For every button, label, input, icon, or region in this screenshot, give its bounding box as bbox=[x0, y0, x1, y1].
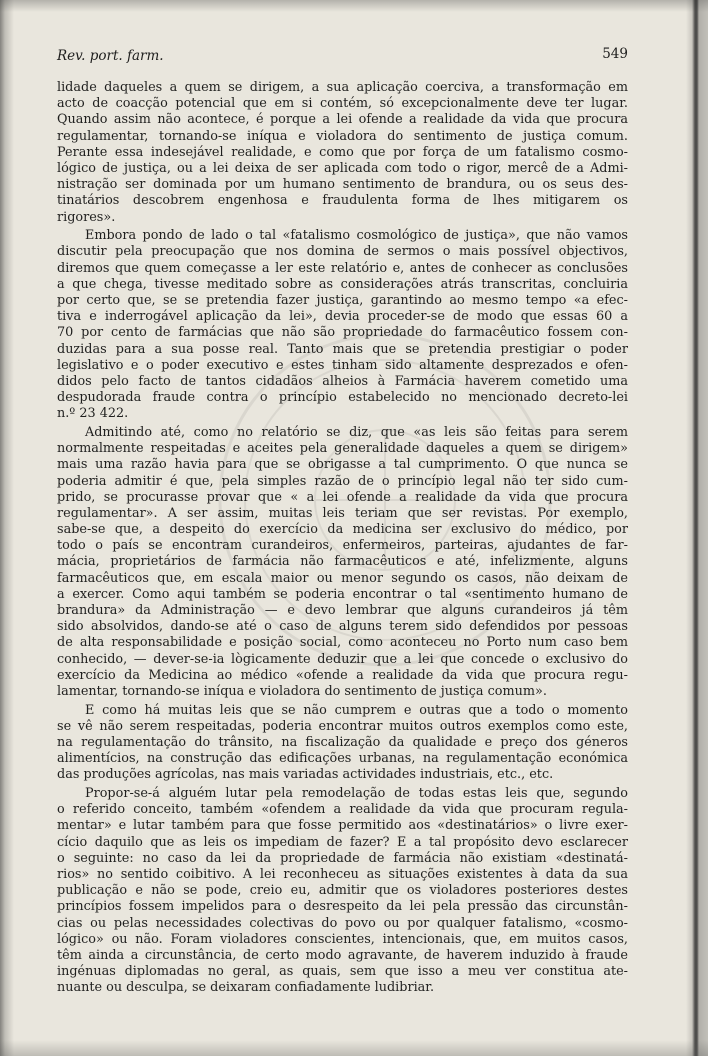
text-line: 70 por cento de farmácias que não são propriedade do farmacêutico fossem con- bbox=[57, 325, 628, 341]
scan-edge-shadow-top bbox=[0, 0, 708, 12]
text-line: princípios fossem impelidos para o desrespeito da lei pela pressão das circunstân- bbox=[57, 899, 628, 915]
text-line: rigores». bbox=[57, 209, 116, 225]
text-line: cias ou pelas necessidades colectivas do povo ou por qualquer fatalismo, «cosmo- bbox=[57, 915, 628, 931]
scan-edge-shadow-left bbox=[0, 0, 14, 1056]
text-line: diremos que quem começasse a ler este relatório e, antes de conhecer as conclusões bbox=[57, 260, 628, 276]
text-line: Propor-se-á alguém lutar pela remodelação de todas estas leis que, segundo bbox=[85, 786, 628, 802]
text-line: cício daquilo que as leis os impediam de fazer? E a tal propósito devo esclarecer bbox=[57, 834, 628, 850]
scan-edge-binding-right bbox=[686, 0, 708, 1056]
text-line: Embora pondo de lado o tal «fatalismo cosmológico de justiça», que não vamos bbox=[85, 228, 628, 244]
text-line: acto de coacção potencial que em si contém, só excepcionalmente deve ter lugar. bbox=[57, 96, 628, 112]
text-line: discutir pela preocupação que nos domina de sermos o mais possível objectivos, bbox=[57, 244, 628, 260]
text-line: o referido conceito, também «ofendem a realidade da vida que procuram regula- bbox=[57, 802, 628, 818]
text-line: tiva e inderrogável aplicação da lei», devia proceder-se de modo que essas 60 a bbox=[57, 309, 628, 325]
text-line: a exercer. Como aqui também se poderia encontrar o tal «sentimento humano de bbox=[57, 586, 628, 602]
text-line: Admitindo até, como no relatório se diz, que «as leis são feitas para serem bbox=[85, 424, 628, 440]
text-line: conhecido, — dever-se-ia lògicamente deduzir que a lei que concede o exclusivo do bbox=[57, 651, 628, 667]
text-line: nuante ou desculpa, se deixaram confiadamente ludibriar. bbox=[57, 980, 435, 996]
text-line: lógico de justiça, ou a lei deixa de ser aplicada com todo o rigor, mercê de a Admi- bbox=[57, 160, 628, 176]
text-line: brandura» da Administração — e devo lembrar que alguns curandeiros já têm bbox=[57, 603, 628, 618]
text-line: mais uma razão havia para que se obrigasse a tal cumprimento. O que nunca se bbox=[57, 457, 628, 473]
body-paragraph-4 bbox=[57, 703, 628, 784]
page-number: 549 bbox=[602, 46, 628, 62]
text-line: nistração ser dominada por um humano sentimento de brandura, ou os seus des- bbox=[57, 177, 628, 193]
text-line: todo o país se encontram curandeiros, enfermeiros, parteiras, ajudantes de far- bbox=[57, 538, 628, 554]
text-line: n.º 23 422. bbox=[57, 406, 129, 422]
text-line: Perante essa indesejável realidade, e como que por força de um fatalismo cosmo- bbox=[57, 144, 628, 160]
text-line: mentar» e lutar também para que fosse permitido aos «destinatários» o livre exer- bbox=[57, 818, 628, 834]
text-line: lamentar, tornando-se iníqua e violadora do sentimento de justiça comum». bbox=[57, 683, 547, 699]
text-line: legislativo e o poder executivo e estes tinham sido altamente desprezados e ofen- bbox=[57, 357, 628, 373]
text-line: prido, se procurasse provar que « a lei ofende a realidade da vida que procura bbox=[57, 489, 628, 505]
text-line: têm ainda a circunstância, de certo modo agravante, de haverem induzido à fraude bbox=[57, 947, 628, 963]
text-line: de alta responsabilidade e posição social, como aconteceu no Porto num caso bem bbox=[57, 635, 628, 651]
text-line: duzidas para a sua posse real. Tanto mais que se pretendia prestigiar o poder bbox=[57, 341, 628, 357]
text-line: E como há muitas leis que se não cumprem e outras que a todo o momento bbox=[85, 702, 628, 718]
running-header-journal-title: Rev. port. farm. bbox=[57, 48, 164, 64]
text-line: por certo que, se se pretendia fazer justiça, garantindo ao mesmo tempo «a efec- bbox=[57, 292, 628, 308]
article-body bbox=[57, 80, 628, 999]
text-line: ingénuas diplomadas no geral, as quais, sem que isso a meu ver constitua ate- bbox=[57, 964, 628, 980]
text-line: a que chega, tivesse meditado sobre as considerações atrás transcritas, concluiria bbox=[57, 276, 628, 292]
text-line: o seguinte: no caso da lei da propriedade de farmácia não existiam «destinatá- bbox=[57, 850, 628, 866]
text-line: rios» no sentido coibitivo. A lei reconheceu as situações existentes à data da sua bbox=[57, 867, 628, 882]
text-line: despudorada fraude contra o princípio estabelecido no mencionado decreto-lei bbox=[57, 390, 628, 406]
text-line: sido absolvidos, dando-se até o caso de alguns terem sido defendidos por pessoas bbox=[57, 619, 628, 635]
text-line: na regulamentação do trânsito, na fiscalização da qualidade e preço dos géneros bbox=[57, 735, 628, 750]
text-line: didos pelo facto de tantos cidadãos alheios à Farmácia haverem cometido uma bbox=[57, 373, 628, 389]
body-paragraph-1 bbox=[57, 80, 628, 226]
scan-edge-shadow-bottom bbox=[0, 1040, 708, 1056]
text-line: lógico» ou não. Foram violadores conscientes, intencionais, que, em muitos casos, bbox=[57, 931, 628, 947]
text-line: publicação e não se pode, creio eu, admitir que os violadores posteriores destes bbox=[57, 883, 628, 899]
text-line: alimentícios, na construção das edificações urbanas, na regulamentação económica bbox=[57, 751, 628, 767]
text-line: farmacêuticos que, em escala maior ou menor segundo os casos, não deixam de bbox=[57, 570, 628, 586]
body-paragraph-3 bbox=[57, 425, 628, 700]
text-line: tinatários descobrem engenhosa e fraudulenta forma de lhes mitigarem os bbox=[57, 193, 628, 209]
body-paragraph-5 bbox=[57, 786, 628, 996]
text-line: Quando assim não acontece, é porque a lei ofende a realidade da vida que procura bbox=[57, 112, 628, 128]
text-line: exercício da Medicina ao médico «ofende a realidade da vida que procura regu- bbox=[57, 667, 628, 683]
text-line: normalmente respeitadas e aceites pela generalidade daqueles a quem se dirigem» bbox=[57, 441, 628, 457]
text-line: regulamentar, tornando-se iníqua e violadora do sentimento de justiça comum. bbox=[57, 128, 628, 144]
text-line: mácia, proprietários de farmácia não farmacêuticos e até, infelizmente, alguns bbox=[57, 554, 628, 570]
text-line: se vê não serem respeitadas, poderia encontrar muitos outros exemplos como este, bbox=[57, 718, 628, 734]
text-line: regulamentar». A ser assim, muitas leis teriam que ser revistas. Por exemplo, bbox=[57, 505, 628, 521]
text-line: das produções agrícolas, nas mais variadas actividades industriais, etc., etc. bbox=[57, 767, 554, 783]
text-line: sabe-se que, a despeito do exercício da medicina ser exclusivo do médico, por bbox=[57, 522, 628, 538]
text-line: lidade daqueles a quem se dirigem, a sua aplicação coerciva, a transformação em bbox=[57, 80, 628, 95]
body-paragraph-2 bbox=[57, 228, 628, 422]
text-line: poderia admitir é que, pela simples razão de o princípio legal não ter sido cum- bbox=[57, 473, 628, 489]
